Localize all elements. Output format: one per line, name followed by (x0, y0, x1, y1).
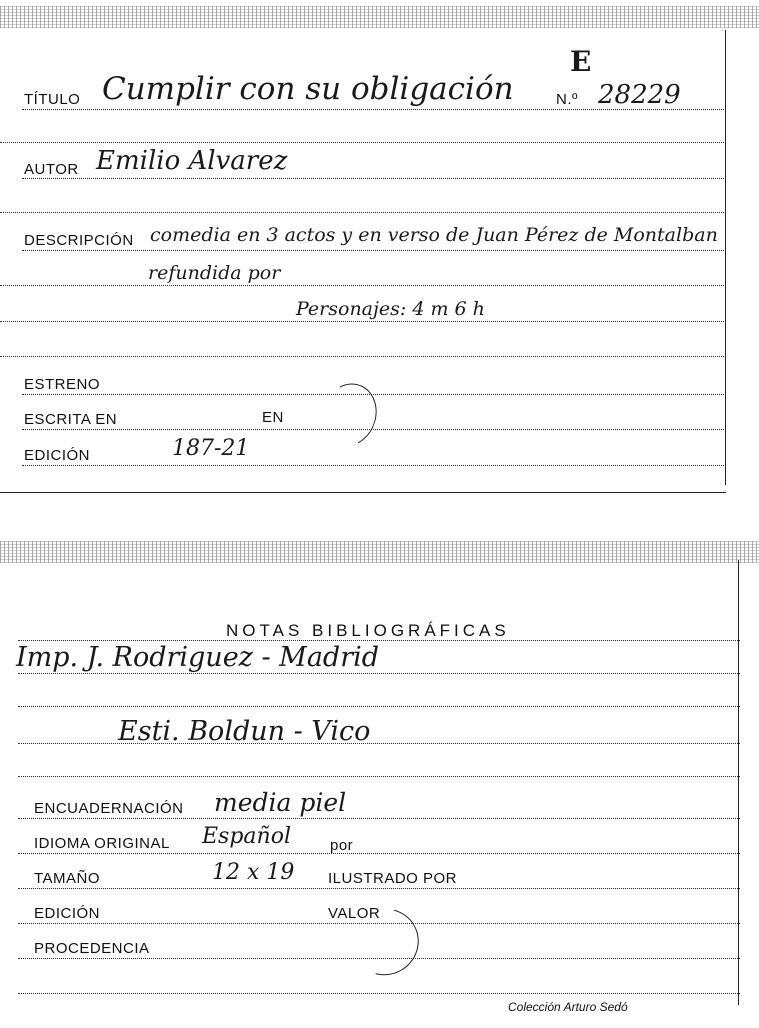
edicion-value: 187-21 (172, 436, 250, 461)
procedencia-rule (18, 958, 740, 959)
en-label: EN (262, 409, 284, 426)
descripcion-line3: Personajes: 4 m 6 h (296, 298, 485, 320)
numero-label: N.º (556, 91, 578, 108)
escrita-rule (22, 429, 726, 430)
por-label: por (330, 837, 354, 854)
numero-value: 28229 (598, 80, 681, 110)
descripcion-label: DESCRIPCIÓN (24, 232, 134, 249)
notes-line2: Esti. Boldun - Vico (118, 716, 371, 747)
notes-rule-2 (18, 706, 740, 707)
idioma-value: Español (202, 824, 291, 849)
rule-8 (0, 356, 726, 357)
notes-rule-3 (18, 743, 740, 744)
ilustrado-label: ILUSTRADO POR (328, 870, 458, 887)
idioma-rule (18, 853, 740, 854)
tamano-value: 12 x 19 (212, 860, 295, 885)
encuadernacion-label: ENCUADERNACIÓN (34, 800, 184, 817)
descripcion-line1: comedia en 3 actos y en verso de Juan Pérez de Montalban (150, 224, 718, 246)
titulo-rule (22, 109, 726, 110)
estreno-label: ESTRENO (24, 376, 101, 393)
descripcion-rule (22, 250, 726, 251)
scan-noise-top (0, 6, 759, 28)
edicion2-label: EDICIÓN (34, 905, 101, 922)
autor-rule (22, 178, 726, 179)
titulo-value: Cumplir con su obligación (102, 71, 514, 107)
estreno-rule (22, 394, 726, 395)
tamano-label: TAMAÑO (34, 870, 101, 887)
titulo-label: TÍTULO (24, 91, 81, 108)
scan-noise-middle (0, 541, 759, 563)
rule-2 (0, 142, 726, 143)
escrita-en-label: ESCRITA EN (24, 411, 118, 428)
encuadernacion-rule (18, 818, 740, 819)
encuadernacion-value: media piel (214, 788, 347, 817)
valor-label: VALOR (328, 905, 381, 922)
procedencia-label: PROCEDENCIA (34, 940, 150, 957)
rule-4 (0, 212, 726, 213)
edicion-rule (22, 465, 726, 466)
notes-rule-1 (18, 673, 740, 674)
autor-label: AUTOR (24, 161, 79, 178)
autor-value: Emilio Alvarez (96, 146, 288, 176)
edicion-label: EDICIÓN (24, 447, 91, 464)
descripcion-line2: refundida por (148, 262, 281, 284)
card-right-border (725, 30, 726, 485)
idioma-label: IDIOMA ORIGINAL (34, 835, 170, 852)
rule-7 (0, 321, 726, 322)
notes-rule-4 (18, 776, 740, 777)
card2-right-border (738, 560, 739, 1005)
stamp-circle-top (313, 376, 386, 455)
collection-footer: Colección Arturo Sedó (508, 1000, 628, 1014)
bottom-rule (18, 993, 740, 994)
tamano-rule (18, 888, 740, 889)
notes-line1: Imp. J. Rodriguez - Madrid (16, 642, 380, 673)
rule-6 (0, 285, 726, 286)
card-bottom-edge (0, 492, 726, 493)
series-letter: E (570, 45, 592, 78)
heading-rule (18, 640, 740, 641)
notas-heading: NOTAS BIBLIOGRÁFICAS (226, 621, 510, 640)
